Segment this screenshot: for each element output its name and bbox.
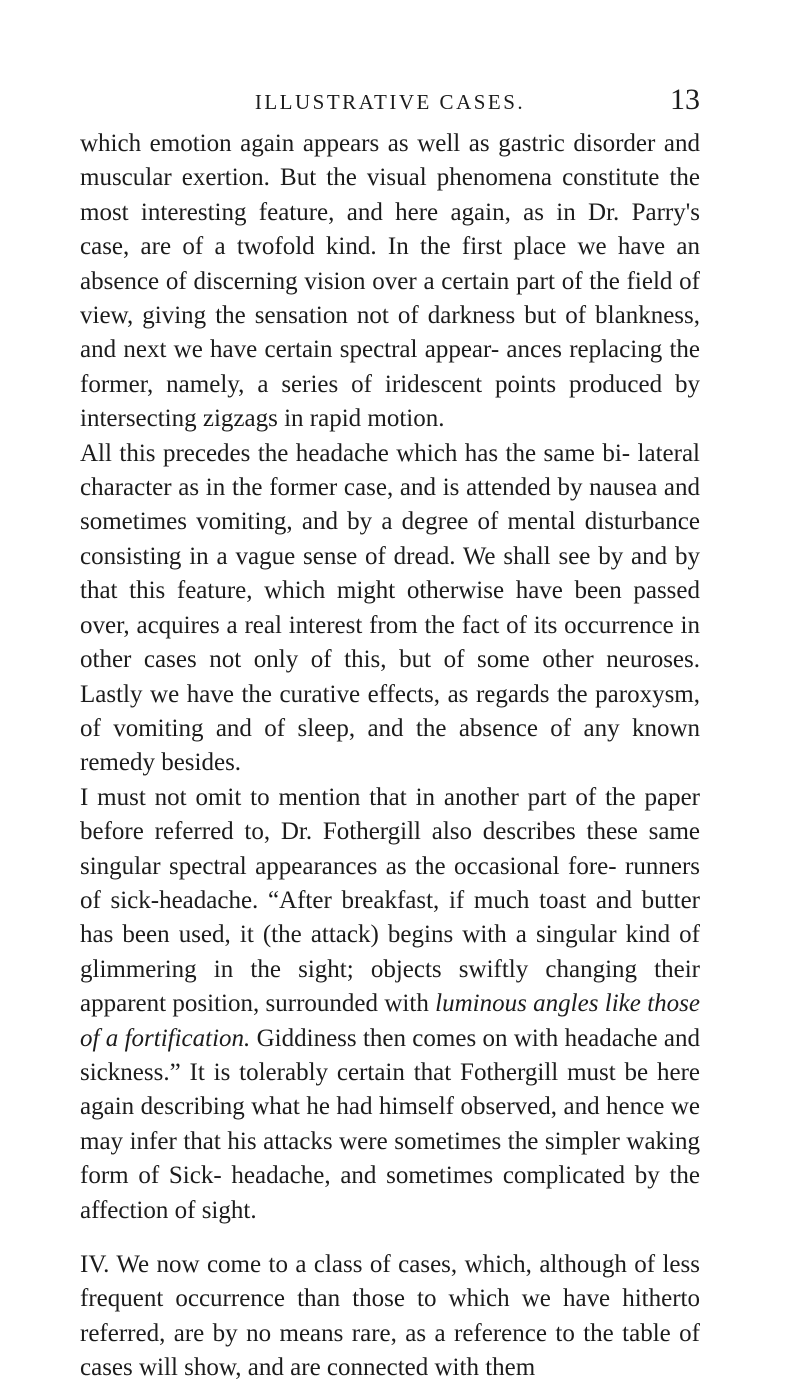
fothergill-text-before: I must not omit to mention that in another part of the paper before referred to, Dr. Fothergill also describes these same singular spectral appearances as the occasional fore- runners of sick-headache. “After breakfast, if much toast and butter has been used, it (the attack) begins with a singular kind of glimmering in the sight; objects swiftly changing their apparent position, surrounded with <box>80 783 700 1018</box>
running-head <box>80 84 700 120</box>
paragraph-headache-description: All this precedes the headache which has the same bi- lateral character as in the former case, and is attended by nausea and sometimes vomiting, and by a degree of mental disturbance consisting in a vague sense of dread. We shall see by and by that this feature, which might otherwise have been passed over, acquires a real interest from the fact of its occurrence in other cases not only of this, but of some other neuroses. Lastly we have the curative effects, as regards the paroxysm, of vomiting and of sleep, and the absence of any known remedy besides. <box>80 439 700 777</box>
body-text <box>80 127 700 1386</box>
fothergill-text-after: Giddiness then comes on with headache and sickness.” It is tolerably certain that Fothergill must be here again describing what he had himself observed, and hence we may infer that his attacks were sometimes the simpler waking form of Sick- headache, and sometimes complicated by the affection of sight. <box>80 1024 700 1224</box>
paragraph-section-iv: IV. We now come to a class of cases, which, although of less frequent occurrence than those to which we have hitherto referred, are by no means rare, as a reference to the table of cases will show, and are connected with them <box>80 1251 700 1382</box>
paragraph-fothergill <box>80 781 700 1228</box>
running-title: ILLUSTRATIVE CASES. <box>254 90 526 114</box>
fortification-emphasis: luminous angles like those of a fortification. <box>80 990 700 1052</box>
page-number: 13 <box>670 83 700 116</box>
paragraph-continuation: which emotion again appears as well as gastric disorder and muscular exertion. But the visual phenomena constitute the most interesting feature, and here again, as in Dr. Parry's case, are of a twofold kind. In the first place we have an absence of discerning vision over a certain part of the field of view, giving the sensation not of darkness but of blankness, and next we have certain spectral appear- ances replacing the former, namely, a series of iridescent points produced by intersecting zigzags in rapid motion. <box>80 130 700 433</box>
